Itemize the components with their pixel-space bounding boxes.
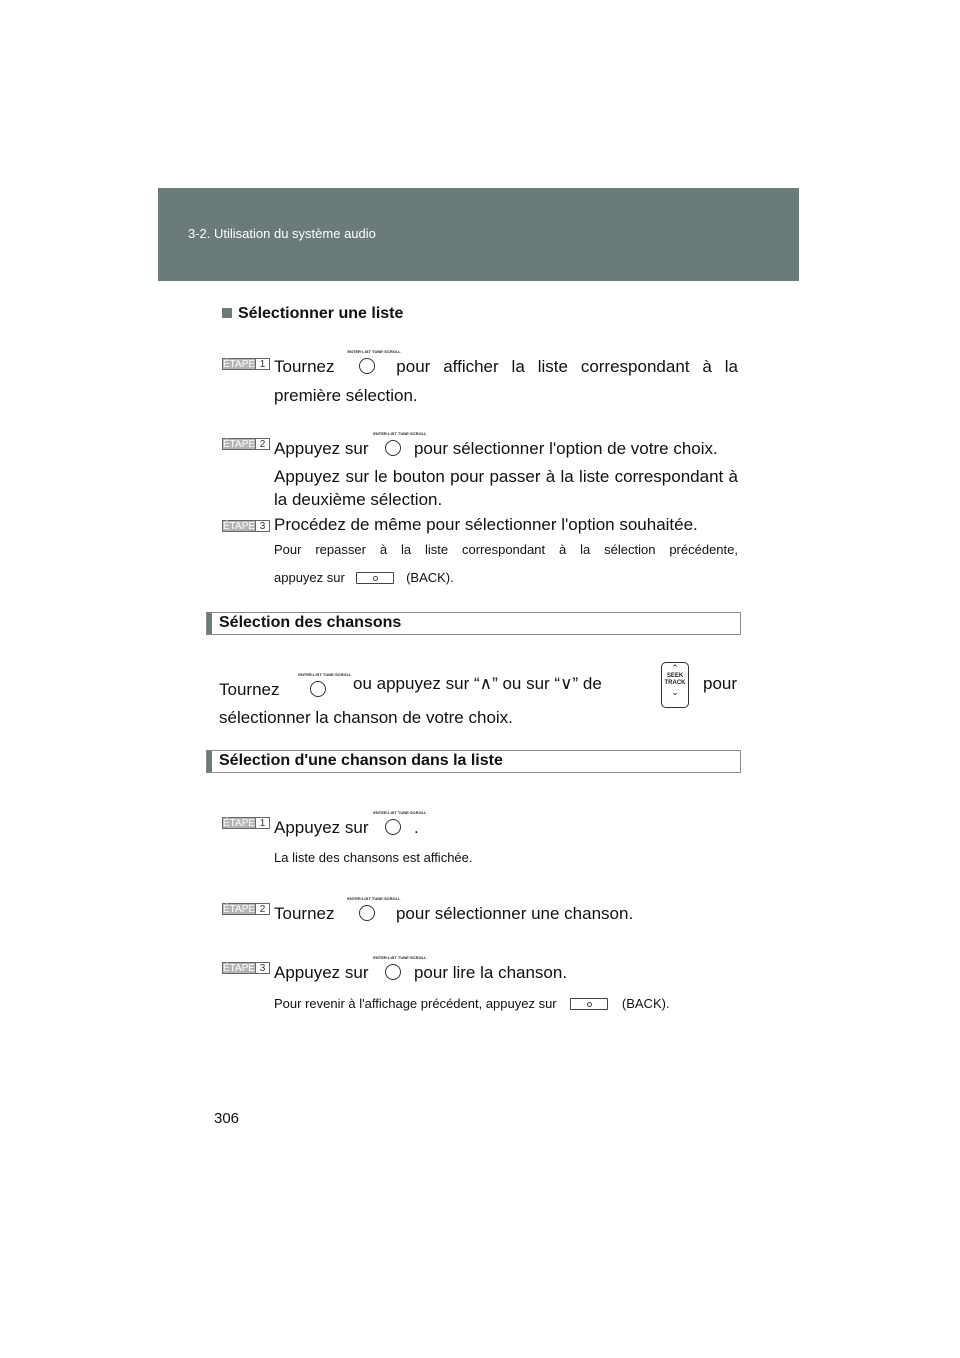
back-button-icon [356,572,394,584]
songs-paragraph-a: Tournez ENTER·LIST TUNE·SCROLL [219,672,352,699]
step-badge: ÉTAPE 3 [222,520,270,532]
song-step-1-note: La liste des chansons est affichée. [274,850,473,865]
chapter-title: 3-2. Utilisation du système audio [188,226,376,241]
section-header: Sélection d'une chanson dans la liste [206,750,741,773]
subsection-title: Sélectionner une liste [222,305,403,323]
step-badge: ÉTAPE 1 [222,817,270,829]
step-badge: ÉTAPE 1 [222,358,270,370]
step-3-note: Pour repasser à la liste correspondant à la sélection précédente, [274,542,738,557]
songs-paragraph-2: sélectionner la chanson de votre choix. [219,708,513,727]
song-step-2-text: Tournez ENTER·LIST TUNE·SCROLL pour sélectionner une chanson. [274,896,634,923]
step-1-text: Tournez ENTER·LIST TUNE·SCROLL pour afficher la liste correspondant à la [274,349,738,376]
step-2-line3: la deuxième sélection. [274,490,443,509]
song-step-1-text: Appuyez sur ENTER·LIST TUNE·SCROLL . [274,810,427,837]
tune-scroll-knob-icon: ENTER·LIST TUNE·SCROLL [347,897,383,923]
songs-paragraph-c: pour [703,674,738,693]
step-2-line2: Appuyez sur le bouton pour passer à la liste correspondant à [274,467,738,486]
seek-track-button-icon: ⌃ SEEK TRACK ⌄ [661,662,689,708]
tune-scroll-knob-icon: ENTER·LIST TUNE·SCROLL [347,350,383,376]
step-3-text: Procédez de même pour sélectionner l'option souhaitée. [274,515,698,534]
songs-paragraph-b: ou appuyez sur “∧” ou sur “∨” de [353,674,602,693]
page-number: 306 [214,1110,240,1127]
step-2-text: Appuyez sur ENTER·LIST TUNE·SCROLL pour sélectionner l'option de votre choix. [274,431,718,458]
chapter-header [158,188,799,281]
step-1-line2: première sélection. [274,386,418,405]
tune-scroll-knob-icon: ENTER·LIST TUNE·SCROLL [298,673,334,699]
tune-scroll-knob-icon: ENTER·LIST TUNE·SCROLL [373,811,409,837]
step-badge: ÉTAPE 3 [222,962,270,974]
step-badge: ÉTAPE 2 [222,438,270,450]
song-step-3-text: Appuyez sur ENTER·LIST TUNE·SCROLL pour lire la chanson. [274,955,568,982]
tune-scroll-knob-icon: ENTER·LIST TUNE·SCROLL [373,956,409,982]
song-step-3-note: Pour revenir à l'affichage précédent, appuyez sur (BACK). [274,996,670,1011]
step-badge: ÉTAPE 2 [222,903,270,915]
section-header: Sélection des chansons [206,612,741,635]
step-3-note-back: appuyez sur (BACK). [274,570,454,585]
tune-scroll-knob-icon: ENTER·LIST TUNE·SCROLL [373,432,409,458]
back-button-icon [570,998,608,1010]
bullet-square-icon [222,308,232,318]
